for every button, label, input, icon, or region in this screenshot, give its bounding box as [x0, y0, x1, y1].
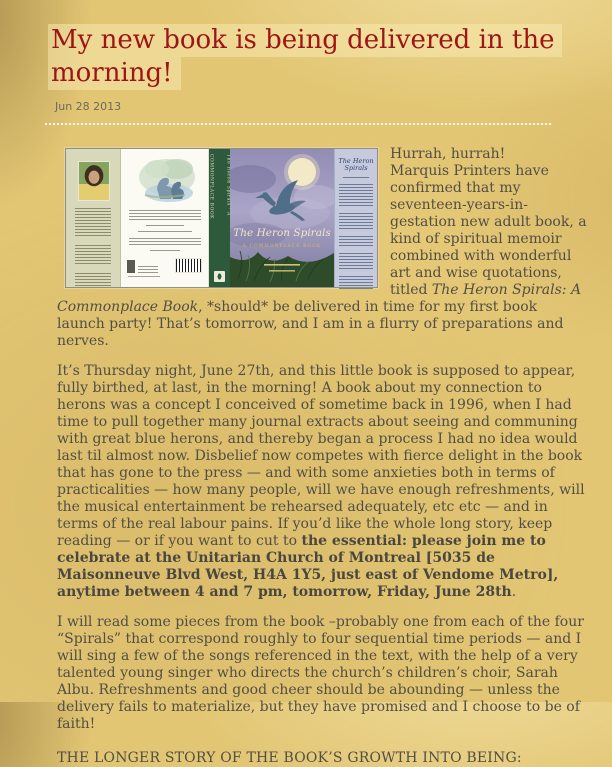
dotted-separator — [45, 123, 551, 125]
author-photo — [78, 161, 110, 201]
publisher-logo — [127, 260, 135, 273]
placeholder-text-lines — [146, 225, 184, 228]
front-flap-title: The Heron Spirals — [338, 157, 374, 172]
front-cover-title: The Heron Spirals — [233, 227, 331, 239]
placeholder-text-lines — [339, 276, 373, 289]
placeholder-text-lines — [75, 273, 111, 288]
paragraph-2 — [57, 363, 587, 601]
back-cover-footer — [127, 259, 202, 273]
invitation-bold-text: the essential: please join me to celebrate at the Unitarian Church of Montreal [5035 de Maisonneuve Blvd West, H4A 1Y5, just east of Vendome Metro], anytime between 4 and 7 pm, tomorrow, Friday, June 28th — [57, 533, 559, 600]
post-title-line2: morning! — [48, 57, 181, 90]
author-subline — [269, 270, 295, 272]
placeholder-text-lines — [339, 236, 373, 248]
post-title-line1: My new book is being delivered in the — [48, 24, 562, 57]
placeholder-text-lines — [75, 245, 111, 266]
jacket-back-flap — [66, 149, 121, 287]
barcode — [175, 258, 202, 273]
jacket-front-flap — [334, 149, 377, 287]
moon — [288, 158, 316, 186]
paragraph-3: I will read some pieces from the book –probably one from each of the four “Spirals” that correspond roughly to four sequential time periods — and I will sing a few of the songs referenced in the text, with the help of a very talented young singer who directs the church’s children’s choir, Sarah Albu. Refreshments and good cheer should be abounding — unless the delivery fails to materialize, but they have promised and I choose to be of faith! — [57, 614, 584, 732]
p2-text: It’s Thursday night, June 27th, and this little book is supposed to appear, fully birthed, at last, in the morning! A book about my connection to herons was a concept I conceived of sometime back in 1996, when I had time to pull together many journal extracts about seeing and communing with great blue herons, and thereby began a process I had no idea would last til almost now. Disbelief now competes with fierce delight in the book that has gone to the press — and with some anxieties both in terms of practicalities — how many people, will we have enough refreshments, will the musical entertainment be rehearsed adequately, etc etc — and in terms of the real labour pains. If you’d like the whole long story, keep reading — or if you want to cut to — [57, 363, 585, 549]
placeholder-text-lines — [138, 231, 192, 234]
author-name-line — [264, 264, 300, 266]
spine-title-text: The Heron Spirals · A COMMONPLACE BOOK — [208, 154, 231, 220]
front-cover-art — [230, 149, 334, 287]
placeholder-text-lines — [339, 184, 373, 208]
placeholder-text-lines — [339, 213, 373, 231]
placeholder-text-lines — [150, 250, 180, 253]
post-title — [45, 0, 612, 90]
longer-story-heading: THE LONGER STORY OF THE BOOK’S GROWTH INTO BEING: — [57, 750, 522, 766]
front-flap-subtitle-line — [343, 177, 369, 179]
p1-line1: Hurrah, hurrah! — [390, 146, 506, 162]
book-jacket-image[interactable] — [65, 148, 378, 288]
post-date: Jun 28 2013 — [55, 100, 122, 113]
heron-watercolor-art — [127, 155, 203, 207]
p1-lead: Marquis Printers have confirmed that my seventeen-years-in-gestation new adult book, a kind of spiritual memoir combined with wonderful art and wise quotations, titled — [390, 163, 587, 298]
p1-rest: , *should* be delivered in time for my first book launch party! That’s tomorrow, and I am in a flurry of preparations and nerves. — [57, 299, 564, 349]
front-cover-subtitle: A COMMONPLACE BOOK — [242, 244, 322, 249]
placeholder-text-lines — [129, 238, 201, 247]
jacket-spine — [209, 149, 230, 287]
publisher-logo-spine — [214, 271, 225, 282]
jacket-back-cover — [121, 149, 209, 287]
book-title-italic: The Heron Spirals: A Commonplace Book — [57, 282, 582, 315]
placeholder-text-lines — [129, 210, 201, 222]
placeholder-text-lines — [339, 253, 373, 271]
printed-in-canada-line — [128, 276, 160, 278]
post-body — [57, 146, 587, 767]
publisher-text-lines — [138, 266, 158, 273]
p2-period: . — [511, 584, 517, 600]
jacket-front-cover — [230, 149, 334, 287]
placeholder-text-lines — [75, 208, 111, 238]
